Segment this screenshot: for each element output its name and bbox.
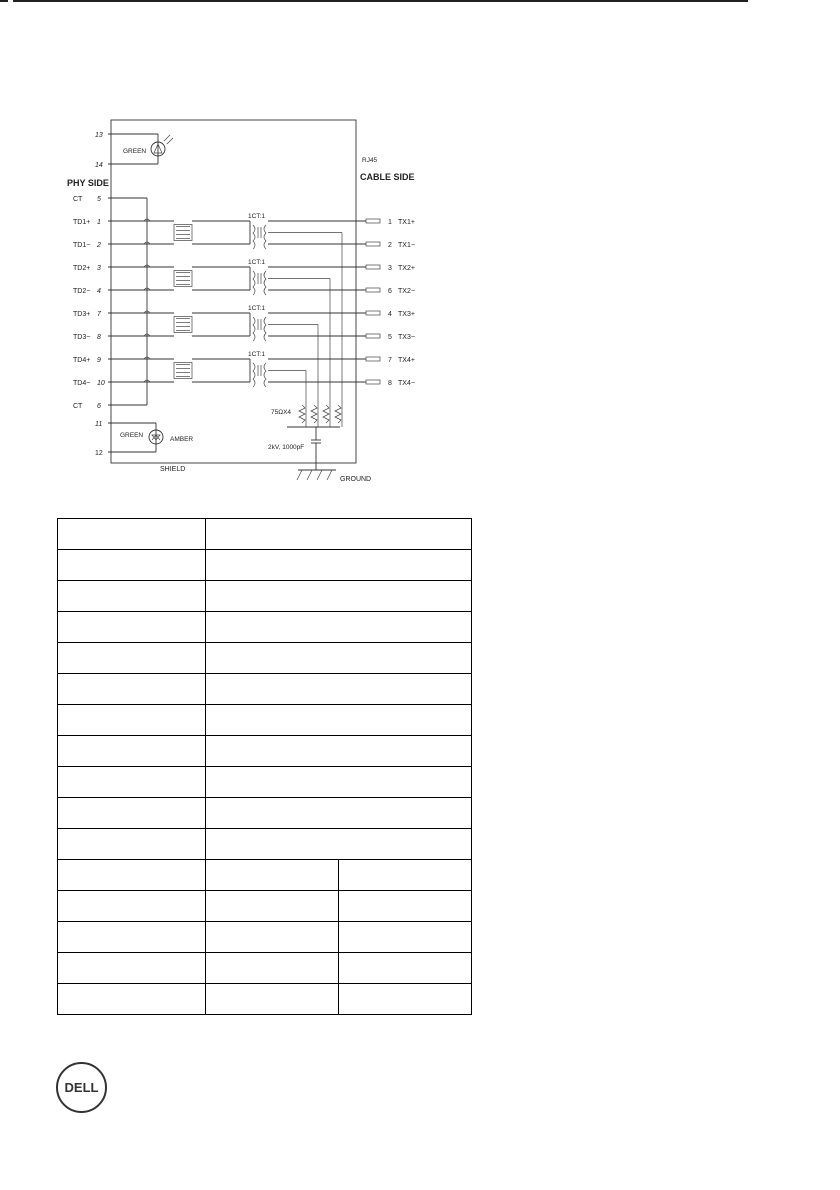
table-row	[58, 581, 472, 612]
cable-pin-label: TX1+	[398, 219, 415, 226]
table-cell	[339, 953, 472, 984]
phy-pin-number: 5	[97, 196, 101, 203]
table-cell	[58, 953, 206, 984]
table-cell	[58, 643, 206, 674]
phy-pin-label: TD3+	[73, 311, 91, 318]
phy-pin-number: 4	[97, 288, 101, 295]
table-cell	[58, 922, 206, 953]
transformer-coil-icon	[264, 317, 266, 341]
phy-pin-number: 6	[97, 403, 101, 410]
transformer-label: 1CT:1	[248, 351, 265, 358]
transformer-coil-icon	[253, 317, 255, 341]
table-row	[58, 736, 472, 767]
connector-pin-icon	[366, 311, 380, 315]
cable-pin-number: 8	[388, 380, 392, 387]
transformer-coil-icon	[264, 271, 266, 295]
phy-pin-number: 2	[97, 242, 101, 249]
cable-pin-number: 5	[388, 334, 392, 341]
table-cell	[206, 860, 339, 891]
table-cell	[206, 643, 472, 674]
table-cell	[339, 984, 472, 1015]
table-row	[58, 767, 472, 798]
cable-pin-label: TX3−	[398, 334, 415, 341]
cable-pin-label: TX3+	[398, 311, 415, 318]
transformer-coil-icon	[253, 271, 255, 295]
transformer-coil-icon	[264, 363, 266, 387]
table-cell	[58, 581, 206, 612]
phy-pin-label: TD4−	[73, 380, 91, 387]
phy-pin-label: TD2+	[73, 265, 91, 272]
table-cell	[206, 674, 472, 705]
table-row	[58, 891, 472, 922]
table-cell	[206, 767, 472, 798]
table-cell	[339, 922, 472, 953]
table-cell	[339, 891, 472, 922]
led-top-pin-b: 14	[95, 162, 103, 169]
table-cell	[58, 829, 206, 860]
cable-pin-number: 6	[388, 288, 392, 295]
table-row	[58, 984, 472, 1015]
table-cell	[206, 736, 472, 767]
table-row	[58, 519, 472, 550]
led-top-pin-a: 13	[95, 132, 103, 139]
table-cell	[206, 550, 472, 581]
rj45-schematic-diagram	[0, 0, 840, 500]
resistor-icon	[311, 405, 317, 423]
resistor-icon	[335, 405, 341, 423]
transformer-coil-icon	[253, 225, 255, 249]
cable-pin-number: 1	[388, 219, 392, 226]
rj45-label: RJ45	[362, 157, 378, 164]
table-row	[58, 612, 472, 643]
connector-pin-icon	[366, 334, 380, 338]
transformer-label: 1CT:1	[248, 305, 265, 312]
phy-pin-number: 9	[97, 357, 101, 364]
phy-pin-label: TD2−	[73, 288, 91, 295]
phy-pin-label: TD4+	[73, 357, 91, 364]
transformer-coil-icon	[264, 225, 266, 249]
phy-pin-label: TD1+	[73, 219, 91, 226]
table-cell	[206, 705, 472, 736]
table-cell	[206, 922, 339, 953]
cable-side-label: CABLE SIDE	[360, 172, 415, 182]
cable-pin-number: 3	[388, 265, 392, 272]
connector-pin-icon	[366, 380, 380, 384]
connector-pin-icon	[366, 265, 380, 269]
cable-pin-label: TX4−	[398, 380, 415, 387]
spec-table	[57, 518, 472, 1015]
led-bottom-color-right: AMBER	[170, 436, 194, 443]
led-top-color: GREEN	[123, 148, 147, 155]
phy-pin-number: 10	[97, 380, 105, 387]
led-bottom-color-left: GREEN	[120, 432, 144, 439]
table-row	[58, 798, 472, 829]
ground-label: GROUND	[340, 476, 372, 483]
cable-pin-number: 2	[388, 242, 392, 249]
table-cell	[58, 860, 206, 891]
table-cell	[58, 736, 206, 767]
transformer-coil-icon	[253, 363, 255, 387]
choke-icon	[174, 271, 192, 287]
table-row	[58, 674, 472, 705]
dell-logo-text: DELL	[64, 1080, 99, 1095]
phy-side-label: PHY SIDE	[67, 178, 109, 188]
led-bottom-pin-a: 11	[95, 421, 103, 428]
module-frame	[111, 120, 356, 463]
transformer-label: 1CT:1	[248, 259, 265, 266]
choke-icon	[174, 225, 192, 241]
choke-icon	[174, 363, 192, 379]
phy-pin-label: CT	[73, 196, 83, 203]
table-row	[58, 705, 472, 736]
table-row	[58, 550, 472, 581]
phy-pin-label: TD3−	[73, 334, 91, 341]
table-cell	[206, 891, 339, 922]
phy-pin-label: TD1−	[73, 242, 91, 249]
table-cell	[206, 612, 472, 643]
cable-pin-label: TX2−	[398, 288, 415, 295]
cable-pin-label: TX2+	[398, 265, 415, 272]
table-row	[58, 860, 472, 891]
table-cell	[58, 674, 206, 705]
connector-pin-icon	[366, 219, 380, 223]
table-cell	[58, 705, 206, 736]
table-cell	[206, 798, 472, 829]
phy-pin-number: 7	[97, 311, 101, 318]
connector-pin-icon	[366, 288, 380, 292]
table-cell	[58, 984, 206, 1015]
phy-pin-label: CT	[73, 403, 83, 410]
cable-pin-label: TX4+	[398, 357, 415, 364]
table-cell	[58, 612, 206, 643]
choke-icon	[174, 317, 192, 333]
table-cell	[58, 798, 206, 829]
connector-pin-icon	[366, 242, 380, 246]
table-cell	[206, 519, 472, 550]
cable-pin-label: TX1−	[398, 242, 415, 249]
led-bottom-pin-b: 12	[95, 450, 103, 457]
table-cell	[206, 984, 339, 1015]
table-row	[58, 829, 472, 860]
table-cell	[58, 891, 206, 922]
phy-pin-number: 8	[97, 334, 101, 341]
capacitor-label: 2kV, 1000pF	[268, 444, 305, 451]
table-cell	[206, 953, 339, 984]
transformer-label: 1CT:1	[248, 213, 265, 220]
cable-pin-number: 7	[388, 357, 392, 364]
cable-pin-number: 4	[388, 311, 392, 318]
table-cell	[58, 550, 206, 581]
table-cell	[339, 860, 472, 891]
phy-pin-number: 1	[97, 219, 101, 226]
table-cell	[206, 829, 472, 860]
resistor-icon	[299, 405, 305, 423]
table-cell	[206, 581, 472, 612]
table-row	[58, 922, 472, 953]
dell-logo-icon	[55, 1061, 108, 1114]
phy-pin-number: 3	[97, 265, 101, 272]
table-row	[58, 953, 472, 984]
resistor-label: 75ΩX4	[271, 409, 292, 416]
resistor-icon	[323, 405, 329, 423]
table-cell	[58, 767, 206, 798]
connector-pin-icon	[366, 357, 380, 361]
table-cell	[58, 519, 206, 550]
shield-label: SHIELD	[160, 466, 186, 473]
table-row	[58, 643, 472, 674]
